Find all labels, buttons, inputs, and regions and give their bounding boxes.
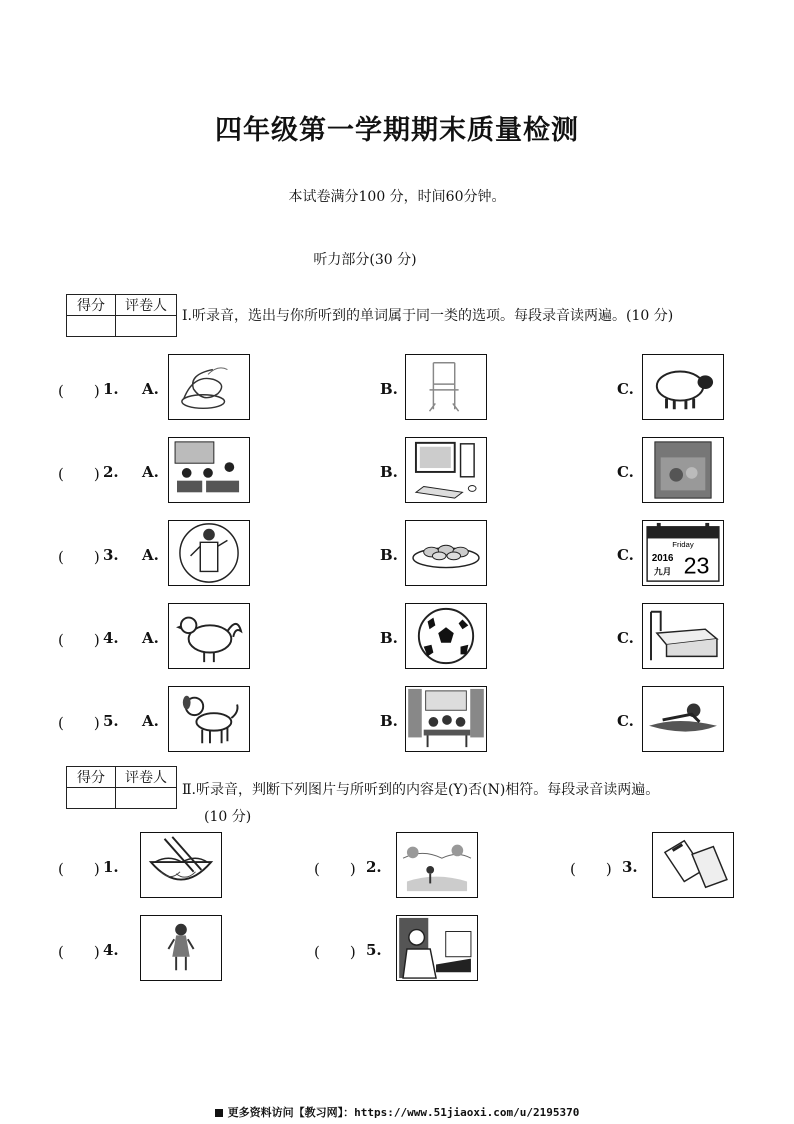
option-label-b: B. xyxy=(380,712,398,730)
books-icon[interactable] xyxy=(652,832,734,898)
grader-cell[interactable] xyxy=(116,316,177,337)
item-number: 1. xyxy=(103,858,119,876)
question-number: 4. xyxy=(103,629,119,647)
option-label-b: B. xyxy=(380,629,398,647)
part1-instruction: Ⅰ.听录音，选出与你所听到的单词属于同一类的选项。每段录音读两遍。(10 分) xyxy=(182,308,674,324)
teacher-icon[interactable] xyxy=(168,520,250,586)
calendar-year: 2016 xyxy=(651,552,674,564)
answer-blank[interactable]: ( ) xyxy=(58,714,100,732)
calendar-date: 23 xyxy=(683,552,710,579)
grader-label: 评卷人 xyxy=(116,295,177,316)
answer-blank[interactable]: ( ) xyxy=(58,860,100,878)
answer-blank[interactable]: ( ) xyxy=(570,860,612,878)
score-label: 得分 xyxy=(67,767,116,788)
part2-instruction-points: (10 分) xyxy=(204,809,252,825)
option-label-b: B. xyxy=(380,546,398,564)
flag-icon xyxy=(215,1109,223,1117)
question-number: 2. xyxy=(103,463,119,481)
bed-icon[interactable] xyxy=(642,603,724,669)
calendar-day: Friday xyxy=(672,540,694,550)
listening-section-header: 听力部分(30 分) xyxy=(313,252,417,268)
item-number: 4. xyxy=(103,941,119,959)
score-box-part1 xyxy=(66,294,177,337)
answer-blank[interactable]: ( ) xyxy=(58,631,100,649)
football-icon[interactable] xyxy=(405,603,487,669)
answer-blank[interactable]: ( ) xyxy=(58,465,100,483)
option-label-c: C. xyxy=(617,463,634,481)
man-phone-icon[interactable] xyxy=(396,915,478,981)
classroom-icon[interactable] xyxy=(168,437,250,503)
question-number: 5. xyxy=(103,712,119,730)
answer-blank[interactable]: ( ) xyxy=(58,382,100,400)
lying-boy-icon[interactable] xyxy=(642,686,724,752)
answer-blank[interactable]: ( ) xyxy=(58,548,100,566)
footer-link[interactable] xyxy=(0,1104,794,1120)
score-label: 得分 xyxy=(67,295,116,316)
grader-cell[interactable] xyxy=(116,788,177,809)
item-number: 2. xyxy=(366,858,382,876)
page-title: 四年级第一学期期末质量检测 xyxy=(215,115,579,146)
score-cell[interactable] xyxy=(67,788,116,809)
option-label-a: A. xyxy=(142,380,159,398)
question-number: 1. xyxy=(103,380,119,398)
option-label-a: A. xyxy=(142,546,159,564)
grader-label: 评卷人 xyxy=(116,767,177,788)
option-label-b: B. xyxy=(380,463,398,481)
footer-text[interactable]: 更多资料访问【教习网】：https://www.51jiaoxi.com/u/2195370 xyxy=(227,1106,580,1119)
option-label-a: A. xyxy=(142,712,159,730)
question-number: 3. xyxy=(103,546,119,564)
score-box-part2 xyxy=(66,766,177,809)
option-label-c: C. xyxy=(617,546,634,564)
library-icon[interactable] xyxy=(405,686,487,752)
option-label-a: A. xyxy=(142,463,159,481)
answer-blank[interactable]: ( ) xyxy=(58,943,100,961)
calendar-icon[interactable] xyxy=(642,520,724,586)
dog-icon[interactable] xyxy=(168,686,250,752)
option-label-c: C. xyxy=(617,629,634,647)
hen-icon[interactable] xyxy=(168,603,250,669)
item-number: 5. xyxy=(366,941,382,959)
exam-info: 本试卷满分100 分，时间60分钟。 xyxy=(288,189,506,205)
option-label-c: C. xyxy=(617,380,634,398)
park-scene-icon[interactable] xyxy=(396,832,478,898)
noodle-bowl-icon[interactable] xyxy=(140,832,222,898)
score-cell[interactable] xyxy=(67,316,116,337)
sheep-icon[interactable] xyxy=(642,354,724,420)
answer-blank[interactable]: ( ) xyxy=(314,860,356,878)
answer-blank[interactable]: ( ) xyxy=(314,943,356,961)
dumplings-icon[interactable] xyxy=(405,520,487,586)
option-label-a: A. xyxy=(142,629,159,647)
noodles-icon[interactable] xyxy=(168,354,250,420)
item-number: 3. xyxy=(622,858,638,876)
girl-icon[interactable] xyxy=(140,915,222,981)
option-label-b: B. xyxy=(380,380,398,398)
calendar-month: 九月 xyxy=(653,567,672,578)
chair-icon[interactable] xyxy=(405,354,487,420)
option-label-c: C. xyxy=(617,712,634,730)
part2-instruction: Ⅱ.听录音，判断下列图片与所听到的内容是(Y)否(N)相符。每段录音读两遍。 xyxy=(182,782,660,798)
computer-icon[interactable] xyxy=(405,437,487,503)
book-icon[interactable] xyxy=(642,437,724,503)
